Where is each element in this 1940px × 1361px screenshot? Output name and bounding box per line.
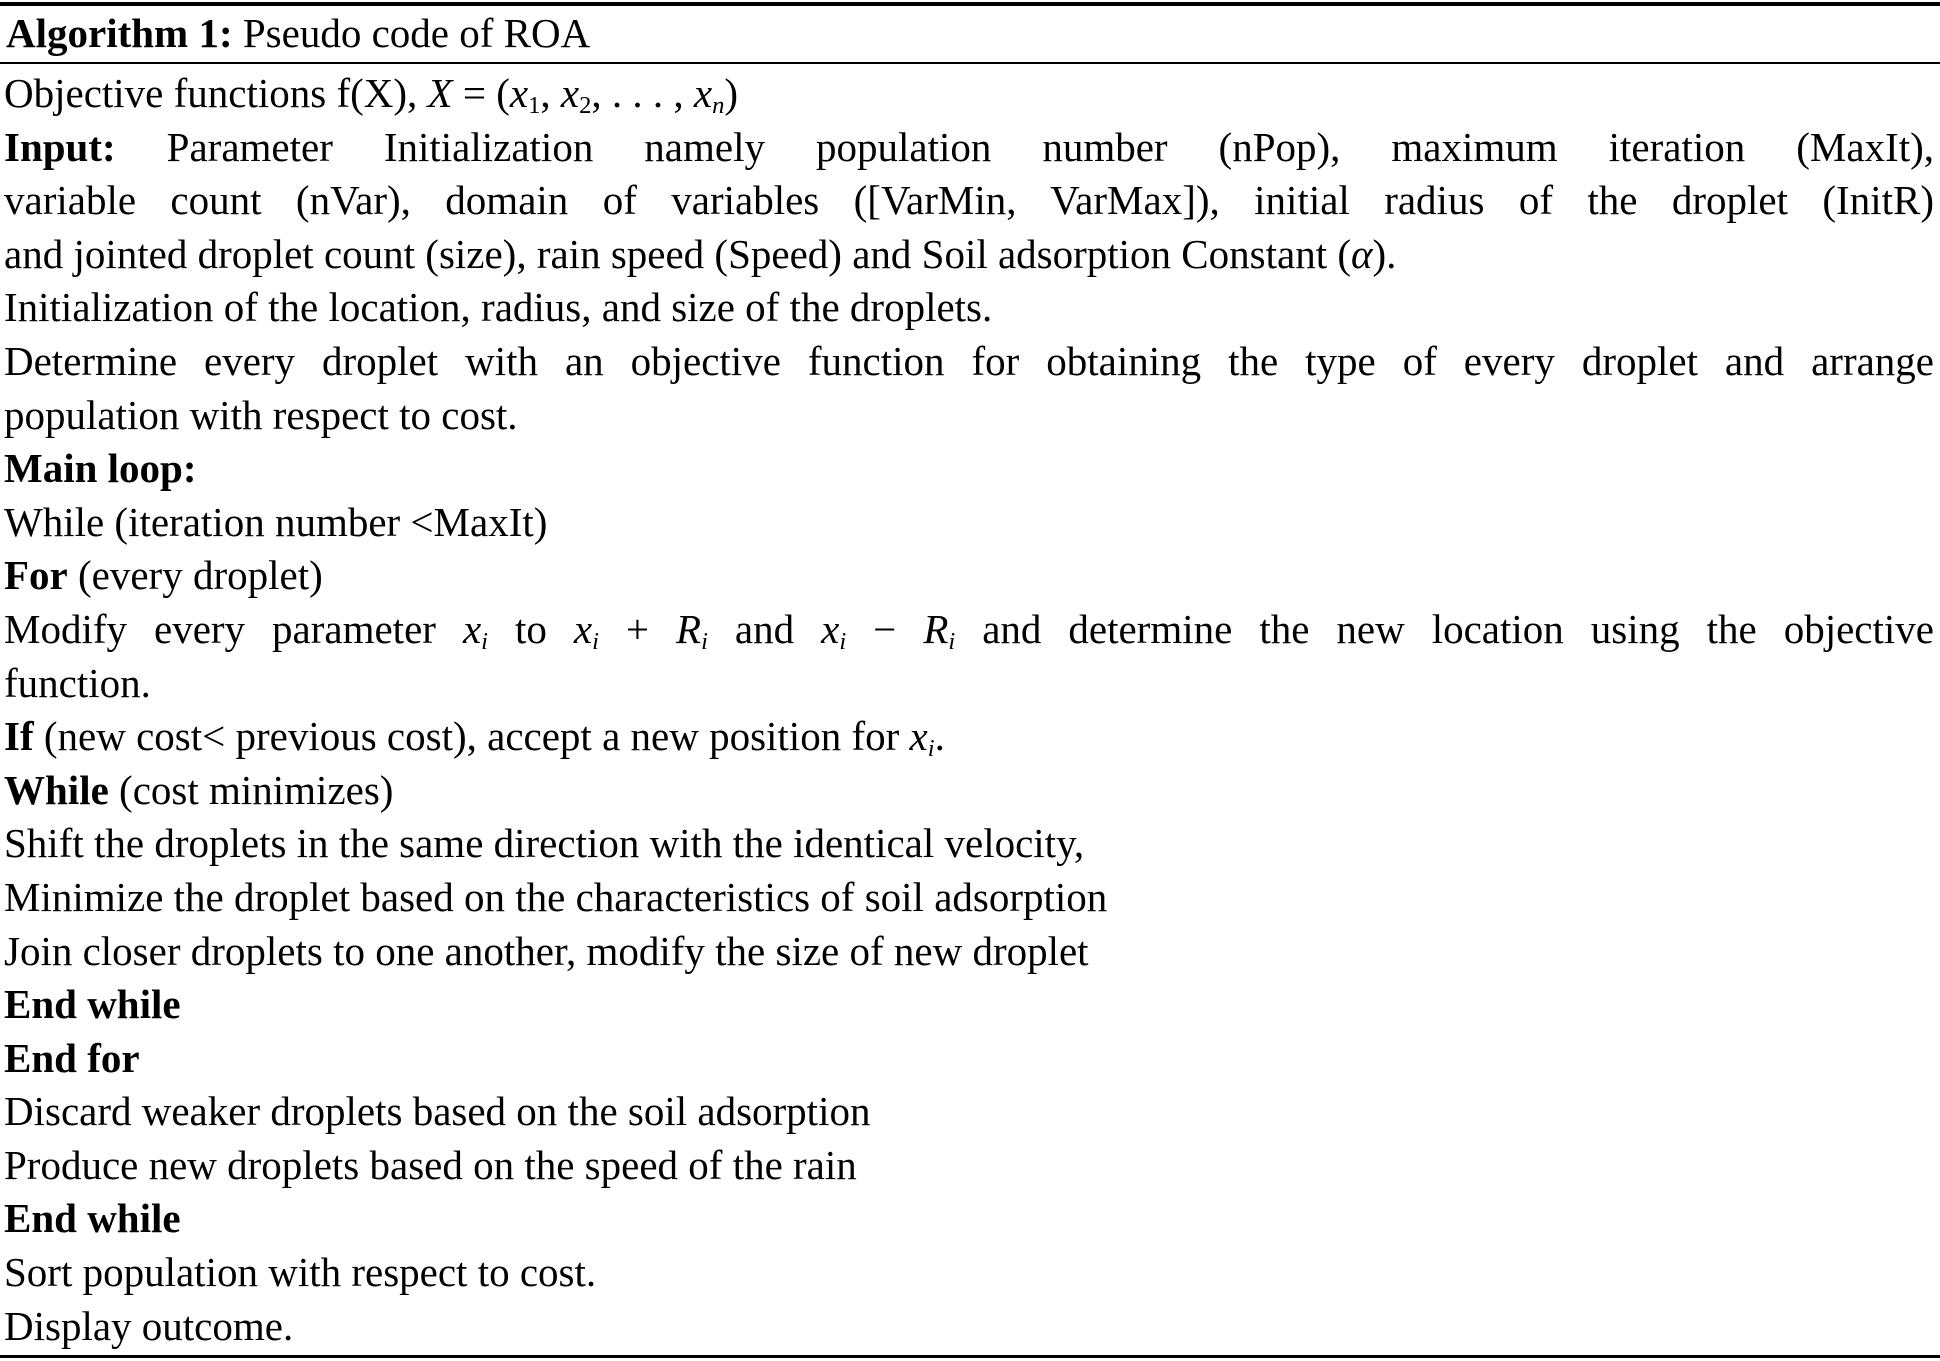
if-text: (new cost< previous cost), accept a new position for	[33, 713, 910, 760]
math-sub-n: n	[712, 92, 725, 120]
modify-text-4: and determine the new location using the objective	[955, 605, 1934, 652]
math-plus: +	[598, 605, 677, 652]
post-step-line: Discard weaker droplets based on the soil adsorption	[4, 1088, 871, 1135]
math-minus: −	[846, 605, 924, 652]
post-step-line: Produce new droplets based on the speed of the rain	[4, 1141, 857, 1188]
while-cost-line	[4, 764, 1934, 818]
final-step-line: Sort population with respect to cost.	[4, 1249, 597, 1296]
top-rule	[0, 2, 1940, 6]
final-step-line: Display outcome.	[4, 1302, 294, 1349]
for-text: (every droplet)	[67, 552, 323, 599]
algorithm-caption	[6, 8, 590, 58]
determine-line-1	[4, 335, 1934, 389]
input-line-3	[4, 228, 1934, 282]
algorithm-title: Pseudo code of ROA	[242, 10, 591, 56]
math-sub-i: i	[592, 628, 599, 656]
determine-line-2: population with respect to cost.	[4, 391, 518, 438]
math-sub-2: 2	[579, 92, 592, 120]
math-x: x	[693, 70, 713, 116]
modify-text-3: and	[707, 605, 822, 652]
input-text-1: Parameter Initialization namely population number (nPop), maximum iteration (MaxIt),	[166, 123, 1935, 170]
math-x: x	[462, 605, 482, 652]
end-for: End for	[4, 1034, 140, 1081]
input-text-3a: and jointed droplet count (size), rain speed (Speed) and Soil adsorption Constant (	[4, 230, 1351, 277]
math-x: x	[560, 70, 580, 116]
math-sub-i: i	[948, 628, 956, 656]
math-close: )	[724, 70, 739, 116]
main-loop-label: Main loop:	[4, 445, 197, 492]
math-sub-i: i	[839, 628, 847, 656]
if-period: .	[934, 713, 945, 760]
if-line	[4, 710, 1934, 764]
input-label: Input:	[4, 123, 116, 170]
math-x: x	[573, 605, 593, 652]
modify-text-2: to	[487, 605, 574, 652]
caption-rule	[0, 62, 1940, 64]
input-line-2	[4, 174, 1934, 228]
end-while-1: End while	[4, 981, 181, 1028]
math-sub-i: i	[701, 628, 708, 656]
while-keyword: While	[4, 766, 109, 813]
input-text-2: variable count (nVar), domain of variables ([VarMin, VarMax]), initial radius of the droplet (InitR)	[4, 177, 1934, 224]
input-text-3b: ).	[1372, 230, 1397, 277]
math-comma: ,	[540, 70, 561, 116]
math-R: R	[923, 605, 949, 652]
objective-text: Objective functions f(X),	[4, 70, 428, 116]
step-line: Shift the droplets in the same direction with the identical velocity,	[4, 820, 1085, 867]
modify-line-1	[4, 603, 1934, 657]
math-x: x	[509, 70, 529, 116]
algorithm-body	[4, 67, 1934, 1353]
algorithm-label: Algorithm 1:	[6, 10, 233, 56]
step-line: Join closer droplets to one another, modify the size of new droplet	[4, 927, 1089, 974]
for-line	[4, 549, 1934, 603]
bottom-rule	[0, 1355, 1940, 1358]
if-keyword: If	[4, 713, 34, 760]
while-cost-text: (cost minimizes)	[108, 766, 394, 813]
math-eq: = (	[452, 70, 510, 116]
math-x: x	[821, 605, 840, 652]
while-iteration-line: While (iteration number <MaxIt)	[4, 498, 548, 545]
end-while-2: End while	[4, 1195, 181, 1242]
modify-text-1: Modify every parameter	[4, 605, 463, 652]
input-line-1	[4, 121, 1934, 175]
math-sub-1: 1	[528, 92, 541, 120]
init-line: Initialization of the location, radius, and size of the droplets.	[4, 284, 993, 331]
for-keyword: For	[4, 552, 68, 599]
step-line: Minimize the droplet based on the characteristics of soil adsorption	[4, 873, 1108, 920]
math-sub-i: i	[481, 628, 488, 656]
math-R: R	[676, 605, 702, 652]
math-x: x	[909, 713, 928, 760]
modify-line-2: function.	[4, 659, 151, 706]
math-ellipsis: , . . . ,	[591, 70, 694, 116]
determine-text-1: Determine every droplet with an objective function for obtaining the type of every droplet and arrange	[4, 337, 1934, 384]
objective-line	[4, 67, 1934, 121]
math-sub-i: i	[927, 735, 935, 763]
alpha-symbol: α	[1351, 230, 1373, 277]
math-var-X: X	[427, 70, 453, 116]
